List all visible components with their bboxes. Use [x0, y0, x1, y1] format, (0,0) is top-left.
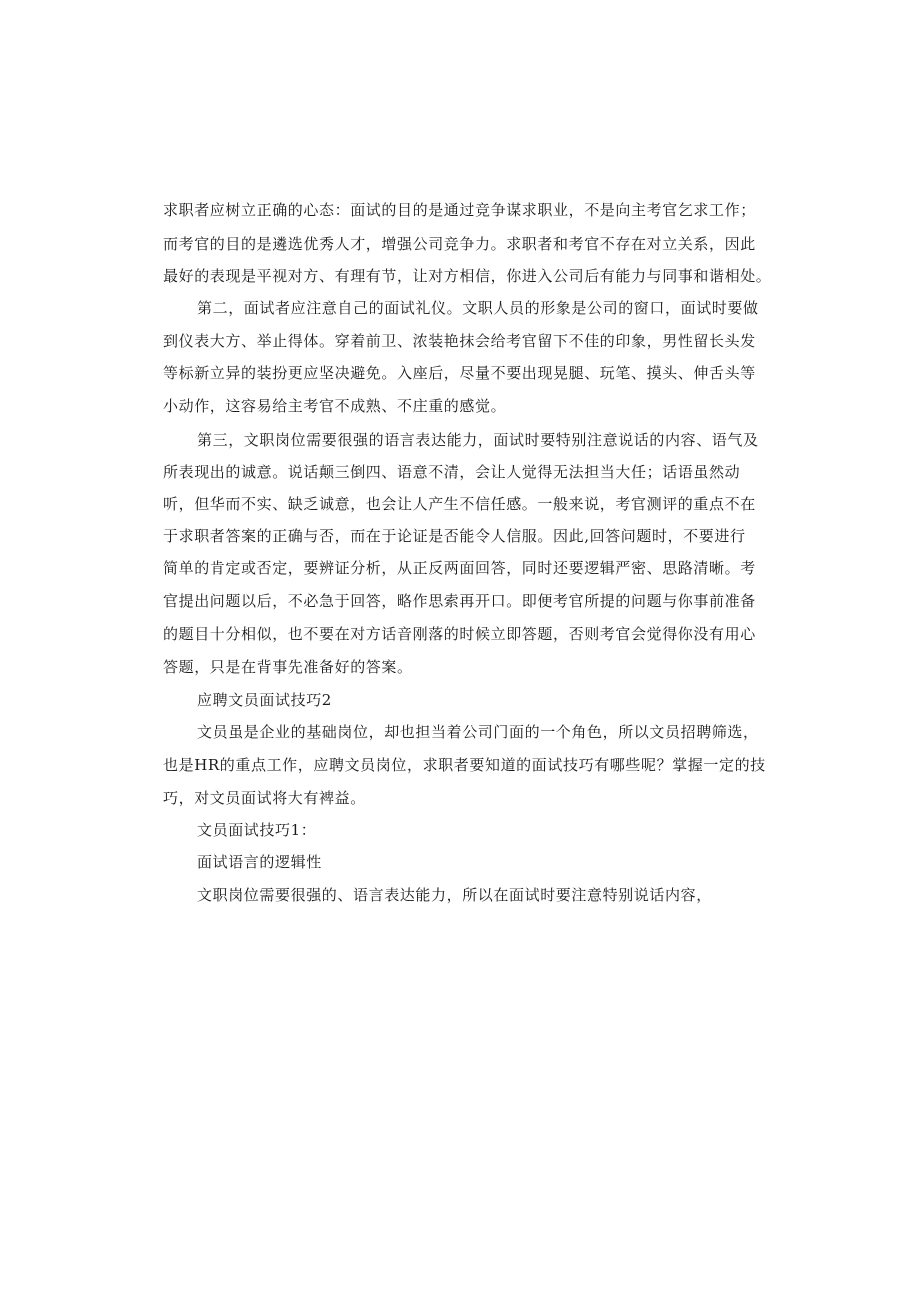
paragraph-line: 文员虽是企业的基础岗位，却也担当着公司门面的一个角色，所以文员招聘筛选， — [197, 723, 759, 741]
paragraph-line: 第三，文职岗位需要很强的语言表达能力，面试时要特别注意说话的内容、语气及 — [197, 431, 759, 449]
paragraph-line: 的题目十分相似，也不要在对方话音刚落的时候立即答题，否则考官会觉得你没有用心 — [163, 625, 756, 643]
paragraph-line: 官提出问题以后，不必急于回答，略作思索再开口。即便考官所提的问题与你事前准备 — [163, 592, 756, 610]
paragraph-line: 也是HR的重点工作，应聘文员岗位，求职者要知道的面试技巧有哪些呢？掌握一定的技 — [163, 756, 766, 774]
paragraph-line: 求职者应树立正确的心态：面试的目的是通过竞争谋求职业，不是向主考官乞求工作； — [163, 201, 756, 219]
paragraph-line: 简单的肯定或否定，要辨证分析，从正反两面回答，同时还要逻辑严密、思路清晰。考 — [163, 559, 756, 577]
paragraph-line: 于求职者答案的正确与否，而在于论证是否能令人信服。因此,回答问题时，不要进行 — [163, 527, 746, 545]
paragraph-line: 所表现出的诚意。说话颠三倒四、语意不清，会让人觉得无法担当大任；话语虽然动 — [163, 463, 741, 481]
subheading: 面试语言的逻辑性 — [197, 853, 322, 871]
paragraph-line: 小动作，这容易给主考官不成熟、不庄重的感觉。 — [163, 397, 507, 415]
paragraph-line: 巧，对文员面试将大有裨益。 — [163, 789, 366, 807]
paragraph-line: 而考官的目的是遴选优秀人才，增强公司竞争力。求职者和考官不存在对立关系，因此 — [163, 235, 756, 253]
subheading: 文员面试技巧1： — [197, 821, 317, 839]
paragraph-line: 最好的表现是平视对方、有理有节，让对方相信，你进入公司后有能力与同事和谐相处。 — [163, 267, 772, 285]
paragraph-line: 文职岗位需要很强的、语言表达能力，所以在面试时要注意特别说话内容， — [197, 886, 712, 904]
paragraph-line: 第二，面试者应注意自己的面试礼仪。文职人员的形象是公司的窗口，面试时要做 — [197, 299, 759, 317]
paragraph-line: 等标新立异的装扮更应坚决避免。入座后，尽量不要出现晃腿、玩笔、摸头、伸舌头等 — [163, 364, 756, 382]
paragraph-line: 听，但华而不实、缺乏诚意，也会让人产生不信任感。一般来说，考官测评的重点不在 — [163, 495, 756, 513]
paragraph-line: 到仪表大方、举止得体。穿着前卫、浓装艳抹会给考官留下不佳的印象，男性留长头发 — [163, 332, 756, 350]
section-heading: 应聘文员面试技巧2 — [197, 691, 332, 709]
paragraph-line: 答题，只是在背事先准备好的答案。 — [163, 658, 413, 676]
